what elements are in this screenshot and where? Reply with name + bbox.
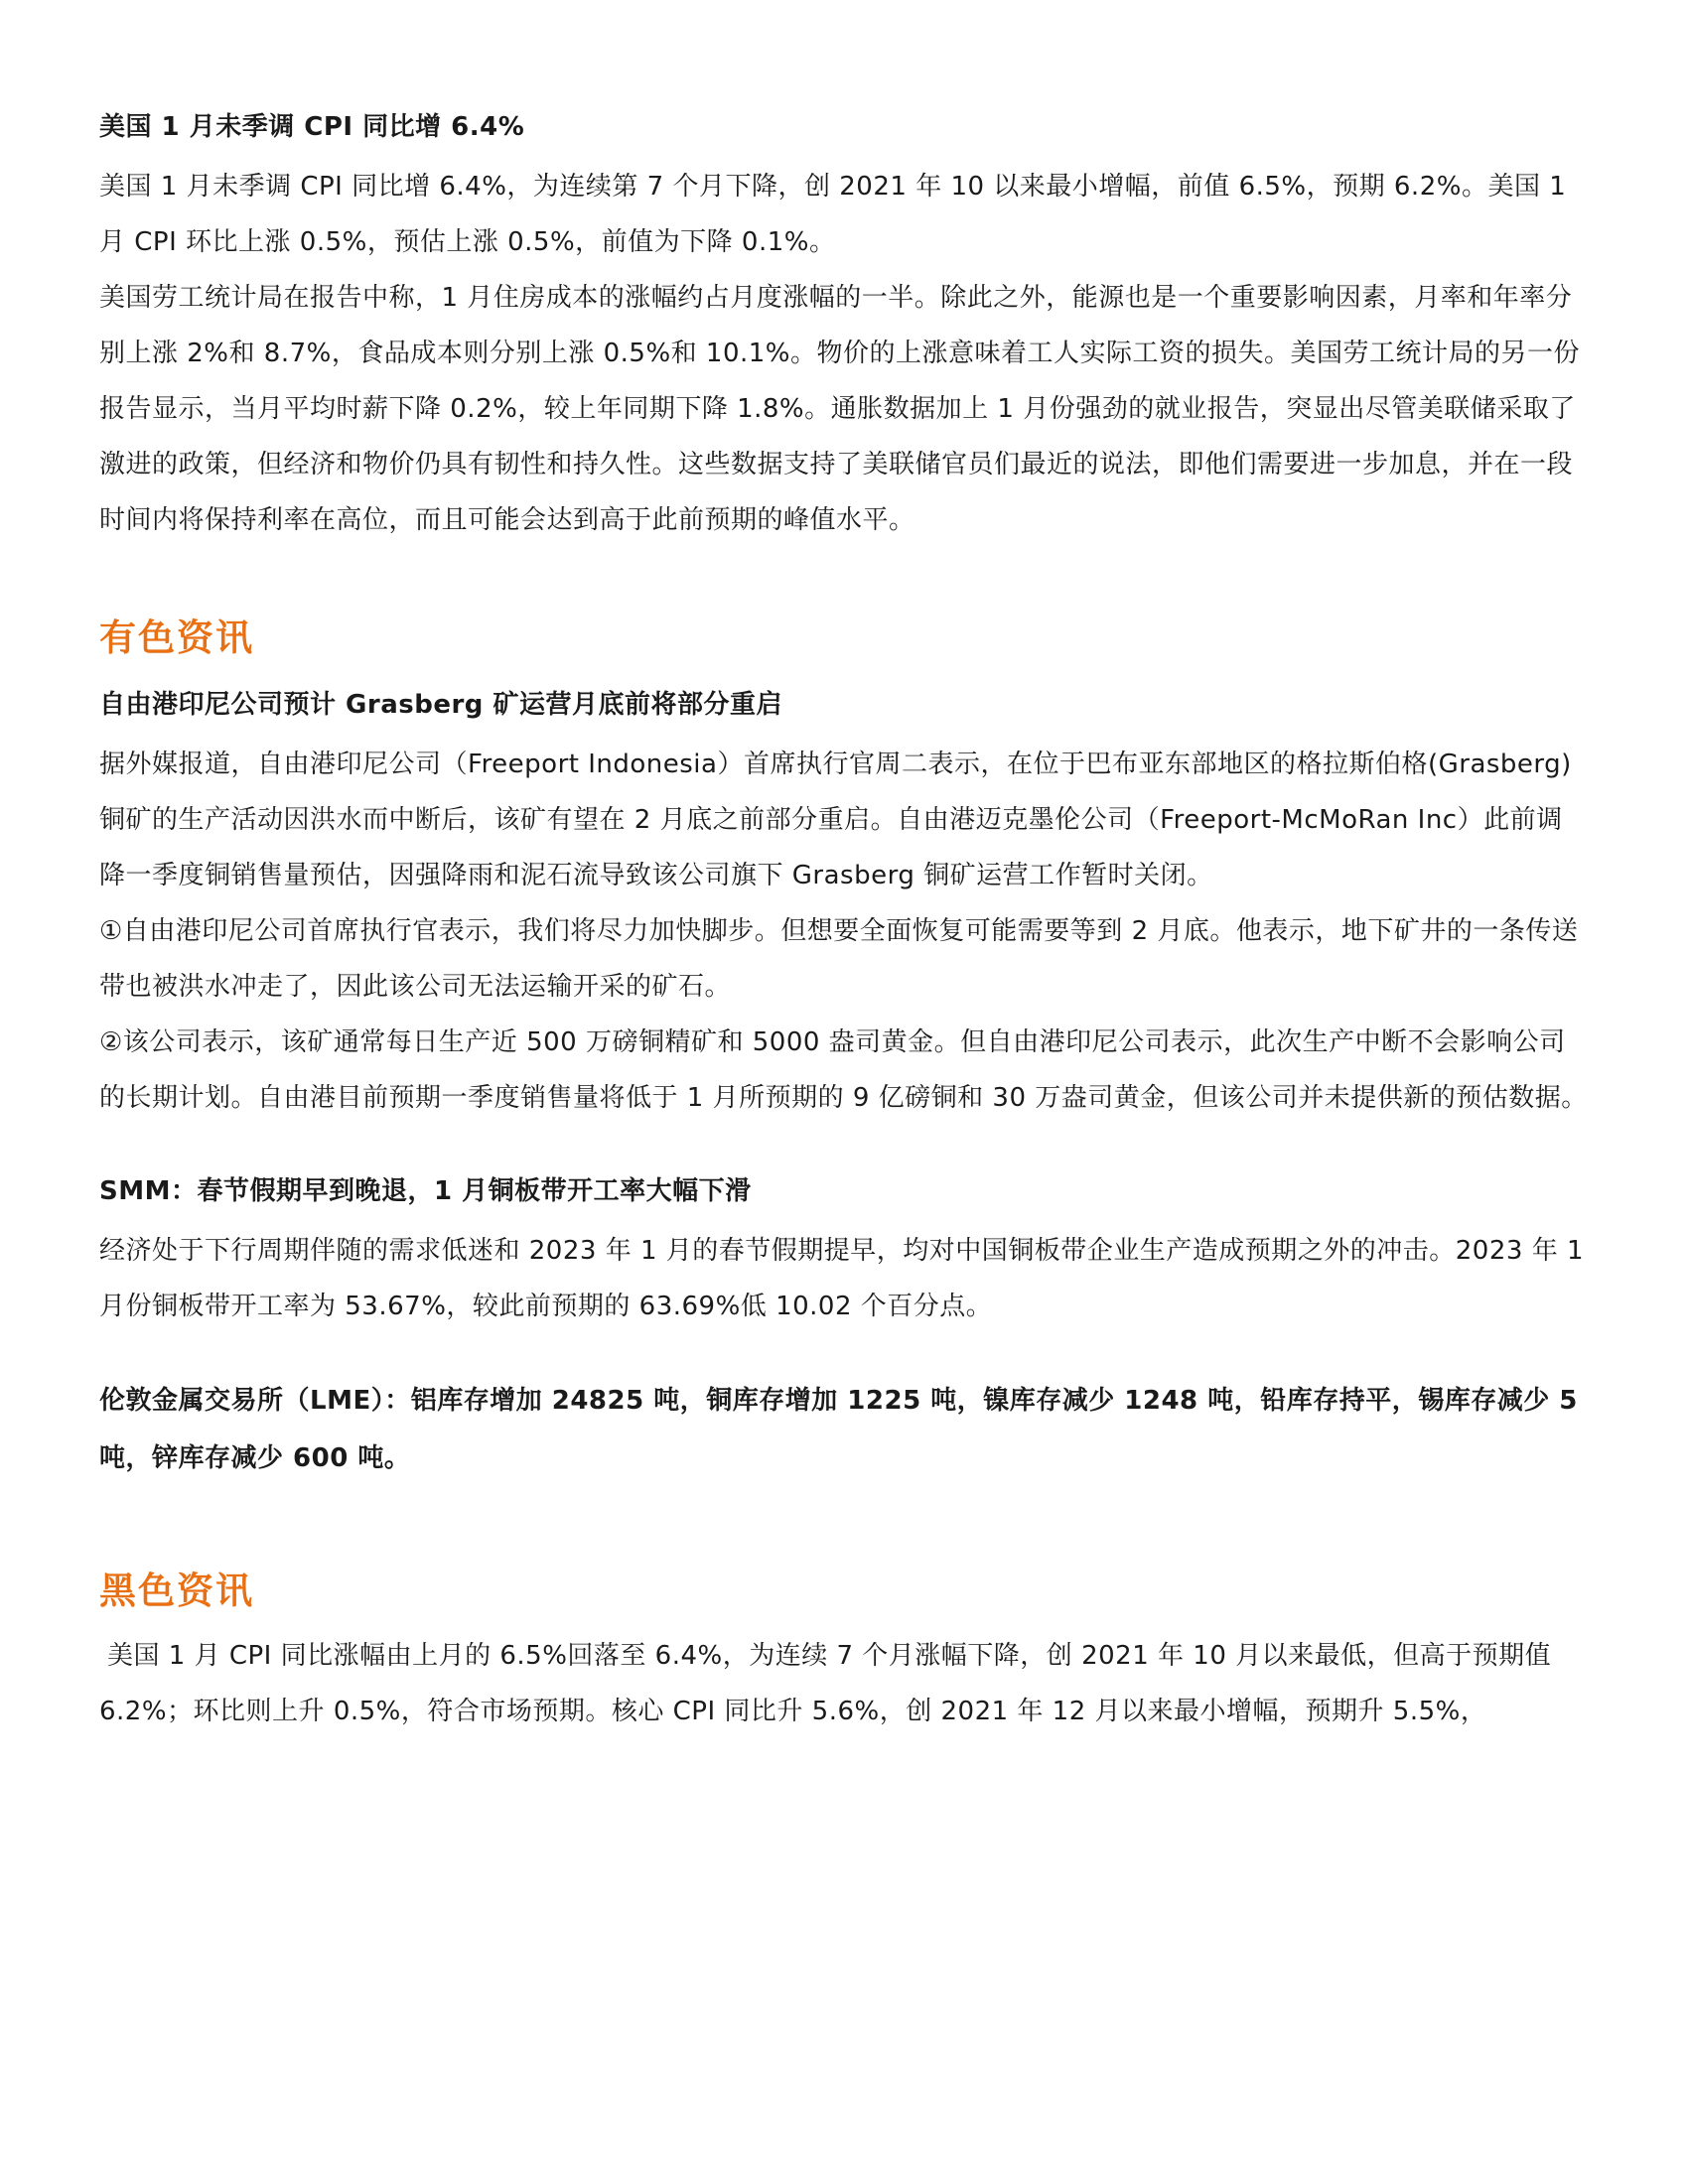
cpi-heading: 美国 1 月未季调 CPI 同比增 6.4% (99, 112, 525, 142)
ferrous-section-title: 黑色资讯 (99, 1570, 254, 1612)
lme-inventory-summary: 伦敦金属交易所（LME）：铝库存增加 24825 吨，铜库存增加 1225 吨，镍库存减少 1248 吨，铅库存持平，锡库存减少 5 吨，锌库存减少 600 吨。 (99, 1386, 1578, 1473)
grasberg-heading: 自由港印尼公司预计 Grasberg 矿运营月底前将部分重启 (99, 690, 782, 720)
grasberg-paragraph-2: ①自由港印尼公司首席执行官表示，我们将尽力加快脚步。但想要全面恢复可能需要等到 2 月底。他表示，地下矿井的一条传送带也被洪水冲走了，因此该公司无法运输开采的矿石。 (99, 916, 1579, 1002)
nonferrous-section-title: 有色资讯 (99, 616, 254, 659)
smm-news-item (99, 1171, 1589, 1334)
nonferrous-section (99, 614, 1589, 1487)
grasberg-news-item (99, 685, 1589, 1126)
document-page (99, 107, 1589, 1739)
smm-heading: SMM：春节假期早到晚退，1 月铜板带开工率大幅下滑 (99, 1176, 752, 1206)
smm-paragraph-1: 经济处于下行周期伴随的需求低迷和 2023 年 1 月的春节假期提早，均对中国铜板带企业生产造成预期之外的冲击。2023 年 1 月份铜板带开工率为 53.67%，较此前预期的 63.69%低 10.02 个百分点。 (99, 1236, 1585, 1321)
ferrous-section (99, 1567, 1589, 1739)
ferrous-paragraph-1: 美国 1 月 CPI 同比涨幅由上月的 6.5%回落至 6.4%，为连续 7 个月涨幅下降，创 2021 年 10 月以来最低，但高于预期值 6.2%；环比则上升 0.5%，符合市场预期。核心 CPI 同比升 5.6%，创 2021 年 12 月以来最小增幅，预期升 5.5%， (99, 1641, 1552, 1726)
cpi-news-block (99, 107, 1589, 548)
grasberg-paragraph-1: 据外媒报道，自由港印尼公司（Freeport Indonesia）首席执行官周二表示，在位于巴布亚东部地区的格拉斯伯格(Grasberg)铜矿的生产活动因洪水而中断后，该矿有望在 2 月底之前部分重启。自由港迈克墨伦公司（Freeport-McMoRan Inc）此前调降一季度铜销售量预估，因强降雨和泥石流导致该公司旗下 Grasberg 铜矿运营工作暂时关闭。 (99, 750, 1572, 890)
grasberg-paragraph-3: ②该公司表示，该矿通常每日生产近 500 万磅铜精矿和 5000 盎司黄金。但自由港印尼公司表示，此次生产中断不会影响公司的长期计划。自由港目前预期一季度销售量将低于 1 月所预期的 9 亿磅铜和 30 万盎司黄金，但该公司并未提供新的预估数据。 (99, 1027, 1588, 1113)
cpi-paragraph-1: 美国 1 月未季调 CPI 同比增 6.4%，为连续第 7 个月下降，创 2021 年 10 以来最小增幅，前值 6.5%，预期 6.2%。美国 1 月 CPI 环比上涨 0.5%，预估上涨 0.5%，前值为下降 0.1%。 (99, 172, 1567, 257)
cpi-paragraph-2: 美国劳工统计局在报告中称，1 月住房成本的涨幅约占月度涨幅的一半。除此之外，能源也是一个重要影响因素，月率和年率分别上涨 2%和 8.7%，食品成本则分别上涨 0.5%和 10.1%。物价的上涨意味着工人实际工资的损失。美国劳工统计局的另一份报告显示，当月平均时薪下降 0.2%，较上年同期下降 1.8%。通胀数据加上 1 月份强劲的就业报告，突显出尽管美联储采取了激进的政策，但经济和物价仍具有韧性和持久性。这些数据支持了美联储官员们最近的说法，即他们需要进一步加息，并在一段时间内将保持利率在高位，而且可能会达到高于此前预期的峰值水平。 (99, 283, 1581, 535)
